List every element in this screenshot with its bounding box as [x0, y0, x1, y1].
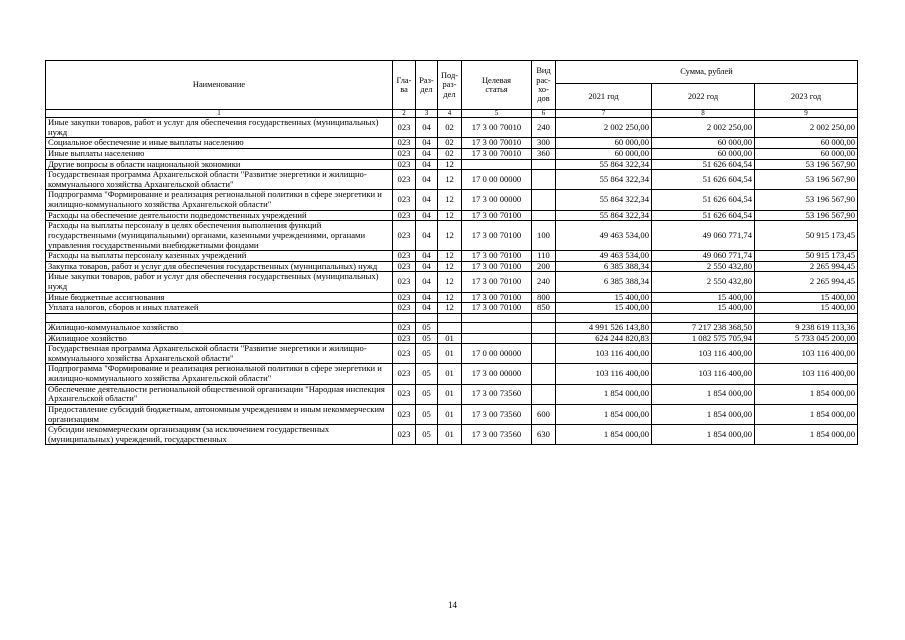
- row-amount-2023: 2 265 994,45: [755, 272, 858, 292]
- page-number: 14: [448, 600, 457, 610]
- row-glava: 023: [393, 344, 416, 364]
- column-number: 4: [438, 110, 462, 118]
- column-number: 6: [532, 110, 556, 118]
- row-name: Уплата налогов, сборов и иных платежей: [46, 303, 393, 314]
- row-amount-2023: 50 915 173,45: [755, 251, 858, 262]
- row-amount-2023: 9 238 619 113,36: [755, 322, 858, 333]
- row-glava: 023: [393, 364, 416, 384]
- row-target: [462, 159, 532, 170]
- row-amount-2022: 51 626 604,54: [652, 190, 755, 210]
- row-target: [462, 322, 532, 333]
- empty-cell: [755, 313, 858, 322]
- row-glava: 023: [393, 159, 416, 170]
- row-podrazdel: [438, 322, 462, 333]
- table-row: [46, 303, 858, 314]
- row-glava: 023: [393, 170, 416, 190]
- row-vid: 240: [532, 118, 556, 138]
- row-amount-2022: 2 550 432,80: [652, 261, 755, 272]
- row-razdel: 04: [416, 261, 438, 272]
- row-glava: 023: [393, 261, 416, 272]
- row-vid: [532, 322, 556, 333]
- row-target: 17 3 00 70100: [462, 272, 532, 292]
- row-target: 17 3 00 70100: [462, 303, 532, 314]
- row-razdel: 05: [416, 425, 438, 445]
- row-name: Субсидии некоммерческим организациям (за исключением государственных (муниципальных) учреждений, государственных: [46, 425, 393, 445]
- row-razdel: 04: [416, 303, 438, 314]
- row-name: Подпрограмма "Формирование и реализация региональной политики в сфере энергетики и жилищно-коммунального хозяйства Архангельской области": [46, 190, 393, 210]
- empty-cell: [556, 313, 652, 322]
- row-vid: 360: [532, 148, 556, 159]
- row-amount-2022: 60 000,00: [652, 148, 755, 159]
- row-amount-2022: 60 000,00: [652, 138, 755, 149]
- row-vid: [532, 364, 556, 384]
- row-amount-2022: 1 082 575 705,94: [652, 333, 755, 344]
- row-glava: 023: [393, 322, 416, 333]
- header-sum: Сумма, рублей: [556, 61, 858, 84]
- table-row: [46, 159, 858, 170]
- row-target: 17 3 00 70100: [462, 292, 532, 303]
- header-vid: Вид рас- хо- дов: [532, 61, 556, 110]
- table-body: [46, 118, 858, 445]
- row-vid: [532, 344, 556, 364]
- row-name: Жилищное хозяйство: [46, 333, 393, 344]
- row-vid: [532, 333, 556, 344]
- table-row: [46, 221, 858, 251]
- row-podrazdel: 12: [438, 303, 462, 314]
- row-vid: 850: [532, 303, 556, 314]
- row-amount-2021: 15 400,00: [556, 303, 652, 314]
- row-amount-2023: 1 854 000,00: [755, 425, 858, 445]
- row-amount-2022: 15 400,00: [652, 292, 755, 303]
- spacer-row: [46, 313, 858, 322]
- table-row: [46, 190, 858, 210]
- row-glava: 023: [393, 404, 416, 424]
- row-razdel: 04: [416, 210, 438, 221]
- row-name: Иные закупки товаров, работ и услуг для обеспечения государственных (муниципальных) нужд: [46, 118, 393, 138]
- header-glava: Гла- ва: [393, 61, 416, 110]
- row-vid: [532, 190, 556, 210]
- table-row: [46, 170, 858, 190]
- row-target: 17 3 00 70100: [462, 221, 532, 251]
- table-row: [46, 272, 858, 292]
- empty-cell: [46, 313, 393, 322]
- row-amount-2022: 103 116 400,00: [652, 344, 755, 364]
- row-amount-2023: 15 400,00: [755, 303, 858, 314]
- row-amount-2021: 60 000,00: [556, 148, 652, 159]
- row-podrazdel: 01: [438, 333, 462, 344]
- row-glava: 023: [393, 425, 416, 445]
- row-name: Социальное обеспечение и иные выплаты населению: [46, 138, 393, 149]
- row-amount-2021: 49 463 534,00: [556, 221, 652, 251]
- row-amount-2021: 15 400,00: [556, 292, 652, 303]
- row-amount-2021: 60 000,00: [556, 138, 652, 149]
- row-podrazdel: 12: [438, 261, 462, 272]
- row-amount-2023: 53 196 567,90: [755, 210, 858, 221]
- column-number: 2: [393, 110, 416, 118]
- row-target: 17 3 00 70010: [462, 148, 532, 159]
- row-amount-2022: 15 400,00: [652, 303, 755, 314]
- row-amount-2023: 1 854 000,00: [755, 384, 858, 404]
- row-vid: 240: [532, 272, 556, 292]
- row-podrazdel: 12: [438, 251, 462, 262]
- empty-cell: [416, 313, 438, 322]
- empty-cell: [462, 313, 532, 322]
- row-amount-2022: 49 060 771,74: [652, 251, 755, 262]
- header-year-2022: 2022 год: [652, 84, 755, 110]
- row-amount-2022: 1 854 000,00: [652, 404, 755, 424]
- row-podrazdel: 02: [438, 148, 462, 159]
- row-podrazdel: 12: [438, 221, 462, 251]
- row-glava: 023: [393, 210, 416, 221]
- row-vid: [532, 384, 556, 404]
- row-glava: 023: [393, 251, 416, 262]
- table-row: [46, 210, 858, 221]
- row-name: Иные бюджетные ассигнования: [46, 292, 393, 303]
- row-amount-2023: 2 265 994,45: [755, 261, 858, 272]
- table-row: [46, 148, 858, 159]
- column-number: 5: [462, 110, 532, 118]
- row-vid: 300: [532, 138, 556, 149]
- row-target: 17 3 00 73560: [462, 384, 532, 404]
- row-amount-2021: 2 002 250,00: [556, 118, 652, 138]
- row-target: 17 0 00 00000: [462, 344, 532, 364]
- row-name: Иные закупки товаров, работ и услуг для обеспечения государственных (муниципальных) нужд: [46, 272, 393, 292]
- row-razdel: 04: [416, 159, 438, 170]
- row-amount-2023: 1 854 000,00: [755, 404, 858, 424]
- row-amount-2023: 50 915 173,45: [755, 221, 858, 251]
- row-razdel: 04: [416, 138, 438, 149]
- row-razdel: 04: [416, 148, 438, 159]
- row-amount-2022: 51 626 604,54: [652, 210, 755, 221]
- table-row: [46, 118, 858, 138]
- row-name: Предоставление субсидий бюджетным, автономным учреждениям и иным некоммерческим организациям: [46, 404, 393, 424]
- empty-cell: [393, 313, 416, 322]
- row-glava: 023: [393, 303, 416, 314]
- header-year-2023: 2023 год: [755, 84, 858, 110]
- table-row: [46, 292, 858, 303]
- row-name: Закупка товаров, работ и услуг для обеспечения государственных (муниципальных) нужд: [46, 261, 393, 272]
- row-podrazdel: 12: [438, 292, 462, 303]
- row-amount-2023: 53 196 567,90: [755, 190, 858, 210]
- row-podrazdel: 02: [438, 118, 462, 138]
- row-podrazdel: 01: [438, 364, 462, 384]
- row-podrazdel: 01: [438, 404, 462, 424]
- row-razdel: 04: [416, 292, 438, 303]
- row-razdel: 04: [416, 170, 438, 190]
- row-podrazdel: 12: [438, 210, 462, 221]
- row-target: 17 3 00 00000: [462, 364, 532, 384]
- table-row: [46, 333, 858, 344]
- row-amount-2023: 103 116 400,00: [755, 364, 858, 384]
- row-amount-2023: 60 000,00: [755, 138, 858, 149]
- row-target: 17 3 00 00000: [462, 190, 532, 210]
- row-amount-2022: 103 116 400,00: [652, 364, 755, 384]
- row-amount-2021: 55 864 322,34: [556, 190, 652, 210]
- row-amount-2021: 55 864 322,34: [556, 159, 652, 170]
- row-amount-2021: 4 991 526 143,80: [556, 322, 652, 333]
- row-amount-2023: 53 196 567,90: [755, 159, 858, 170]
- row-amount-2021: 1 854 000,00: [556, 404, 652, 424]
- row-glava: 023: [393, 333, 416, 344]
- row-amount-2022: 2 002 250,00: [652, 118, 755, 138]
- row-amount-2022: 49 060 771,74: [652, 221, 755, 251]
- row-target: 17 3 00 70010: [462, 138, 532, 149]
- empty-cell: [532, 313, 556, 322]
- row-amount-2023: 5 733 045 200,00: [755, 333, 858, 344]
- row-glava: 023: [393, 221, 416, 251]
- table-row: [46, 251, 858, 262]
- row-amount-2021: 624 244 820,83: [556, 333, 652, 344]
- row-amount-2021: 103 116 400,00: [556, 344, 652, 364]
- row-vid: 200: [532, 261, 556, 272]
- row-target: [462, 333, 532, 344]
- row-glava: 023: [393, 190, 416, 210]
- row-razdel: 04: [416, 118, 438, 138]
- row-amount-2021: 49 463 534,00: [556, 251, 652, 262]
- column-number: 1: [46, 110, 393, 118]
- row-podrazdel: 02: [438, 138, 462, 149]
- header-name: Наименование: [46, 61, 393, 110]
- row-razdel: 05: [416, 404, 438, 424]
- row-razdel: 05: [416, 322, 438, 333]
- row-amount-2021: 1 854 000,00: [556, 425, 652, 445]
- empty-cell: [652, 313, 755, 322]
- row-target: 17 3 00 73560: [462, 425, 532, 445]
- budget-table: [45, 60, 858, 445]
- row-glava: 023: [393, 138, 416, 149]
- table-row: [46, 364, 858, 384]
- table-row: [46, 404, 858, 424]
- row-amount-2023: 53 196 567,90: [755, 170, 858, 190]
- row-vid: 630: [532, 425, 556, 445]
- row-amount-2022: 1 854 000,00: [652, 425, 755, 445]
- row-amount-2021: 55 864 322,34: [556, 210, 652, 221]
- row-razdel: 04: [416, 272, 438, 292]
- row-target: 17 3 00 70010: [462, 118, 532, 138]
- row-name: Иные выплаты населению: [46, 148, 393, 159]
- row-podrazdel: 12: [438, 170, 462, 190]
- column-number: 3: [416, 110, 438, 118]
- row-amount-2021: 103 116 400,00: [556, 364, 652, 384]
- row-razdel: 04: [416, 190, 438, 210]
- row-name: Расходы на выплаты персоналу казенных учреждений: [46, 251, 393, 262]
- row-vid: 600: [532, 404, 556, 424]
- row-amount-2022: 7 217 238 368,50: [652, 322, 755, 333]
- row-name: Расходы на обеспечение деятельности подведомственных учреждений: [46, 210, 393, 221]
- column-number-row: [46, 110, 858, 118]
- column-number: 8: [652, 110, 755, 118]
- header-razdel: Раз- дел: [416, 61, 438, 110]
- row-glava: 023: [393, 272, 416, 292]
- row-podrazdel: 12: [438, 190, 462, 210]
- row-vid: 100: [532, 221, 556, 251]
- row-razdel: 05: [416, 364, 438, 384]
- header-target: Целевая статья: [462, 61, 532, 110]
- row-amount-2023: 2 002 250,00: [755, 118, 858, 138]
- row-glava: 023: [393, 118, 416, 138]
- row-glava: 023: [393, 292, 416, 303]
- row-vid: 800: [532, 292, 556, 303]
- row-amount-2022: 51 626 604,54: [652, 170, 755, 190]
- empty-cell: [438, 313, 462, 322]
- row-amount-2022: 2 550 432,80: [652, 272, 755, 292]
- row-razdel: 04: [416, 221, 438, 251]
- row-podrazdel: 01: [438, 425, 462, 445]
- table-row: [46, 261, 858, 272]
- column-number: 9: [755, 110, 858, 118]
- row-target: 17 3 00 70100: [462, 251, 532, 262]
- row-name: Подпрограмма "Формирование и реализация региональной политики в сфере энергетики и жилищно-коммунального хозяйства Архангельской области": [46, 364, 393, 384]
- row-vid: [532, 159, 556, 170]
- row-podrazdel: 12: [438, 159, 462, 170]
- row-amount-2021: 6 385 388,34: [556, 272, 652, 292]
- row-name: Расходы на выплаты персоналу в целях обеспечения выполнения функций государственными (муниципальными) органами, казенными учреждениями, органами управления государственными внебюджетными фондами: [46, 221, 393, 251]
- row-podrazdel: 01: [438, 344, 462, 364]
- header-year-2021: 2021 год: [556, 84, 652, 110]
- row-target: 17 3 00 70100: [462, 210, 532, 221]
- row-target: 17 0 00 00000: [462, 170, 532, 190]
- row-glava: 023: [393, 148, 416, 159]
- row-vid: [532, 170, 556, 190]
- row-name: Жилищно-коммунальное хозяйство: [46, 322, 393, 333]
- row-amount-2021: 55 864 322,34: [556, 170, 652, 190]
- table-row: [46, 425, 858, 445]
- row-target: 17 3 00 70100: [462, 261, 532, 272]
- row-amount-2022: 1 854 000,00: [652, 384, 755, 404]
- header-podrazdel: Под- раз- дел: [438, 61, 462, 110]
- row-podrazdel: 01: [438, 384, 462, 404]
- row-razdel: 04: [416, 251, 438, 262]
- row-razdel: 05: [416, 344, 438, 364]
- row-amount-2023: 103 116 400,00: [755, 344, 858, 364]
- row-podrazdel: 12: [438, 272, 462, 292]
- row-razdel: 05: [416, 333, 438, 344]
- row-target: 17 3 00 73560: [462, 404, 532, 424]
- table-row: [46, 384, 858, 404]
- row-amount-2021: 6 385 388,34: [556, 261, 652, 272]
- row-amount-2022: 51 626 604,54: [652, 159, 755, 170]
- table-row: [46, 344, 858, 364]
- row-glava: 023: [393, 384, 416, 404]
- row-name: Государственная программа Архангельской области "Развитие энергетики и жилищно-коммунального хозяйства Архангельской области": [46, 344, 393, 364]
- row-amount-2021: 1 854 000,00: [556, 384, 652, 404]
- table-row: [46, 322, 858, 333]
- row-razdel: 05: [416, 384, 438, 404]
- row-amount-2023: 60 000,00: [755, 148, 858, 159]
- row-vid: 110: [532, 251, 556, 262]
- column-number: 7: [556, 110, 652, 118]
- row-amount-2023: 15 400,00: [755, 292, 858, 303]
- row-name: Другие вопросы в области национальной экономики: [46, 159, 393, 170]
- row-vid: [532, 210, 556, 221]
- table-row: [46, 138, 858, 149]
- row-name: Государственная программа Архангельской области "Развитие энергетики и жилищно-коммунального хозяйства Архангельской области": [46, 170, 393, 190]
- row-name: Обеспечение деятельности региональной общественной организации "Народная инспекция Архангельской области": [46, 384, 393, 404]
